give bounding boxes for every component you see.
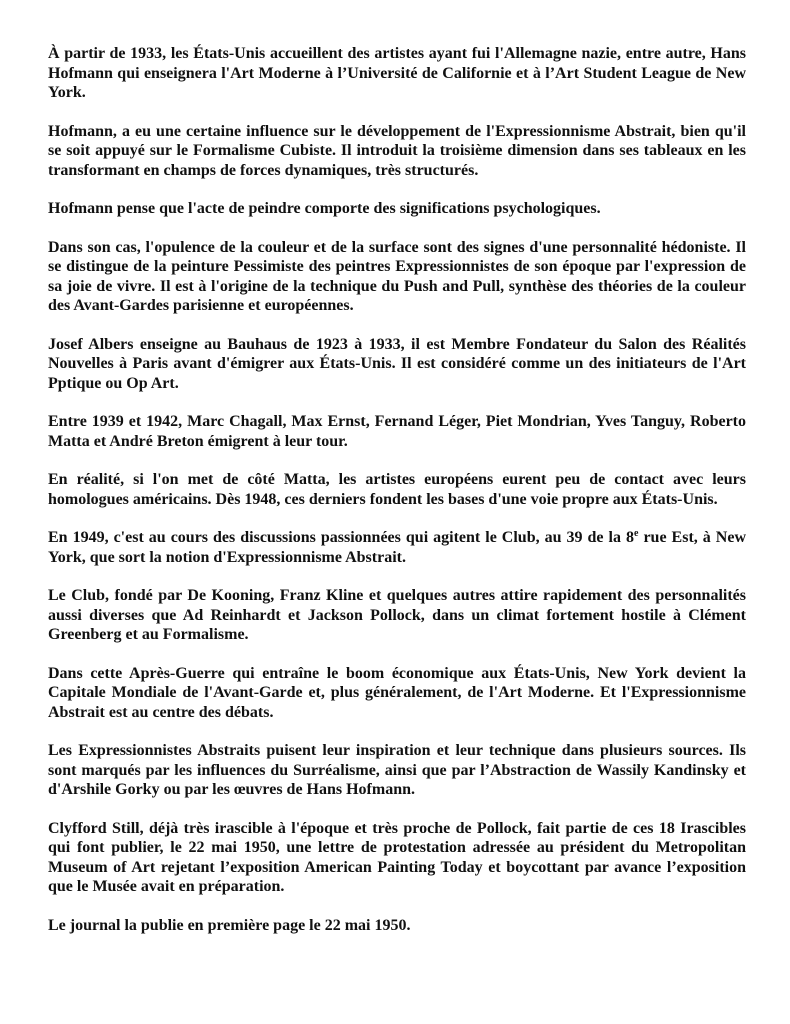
paragraph-7: En réalité, si l'on met de côté Matta, les artistes européens eurent peu de contact avec leurs homologues américains. Dès 1948, ces derniers fondent les bases d'une voie propre aux États-Unis. (48, 471, 746, 508)
paragraph-8-text-before: En 1949, c'est au cours des discussions passionnées qui agitent le Club, au 39 de la 8 (48, 529, 634, 546)
document-page (48, 44, 746, 935)
paragraph-12: Clyfford Still, déjà très irascible à l'époque et très proche de Pollock, fait partie de ces 18 Irascibles qui font publier, le 22 mai 1950, une lettre de protestation adressée au président du Metropolitan Museum of Art rejetant l’exposition American Painting Today et boycottant par avance l’exposition que le Musée avait en préparation. (48, 819, 746, 895)
paragraph-8 (48, 528, 746, 567)
ordinal-superscript: e (633, 528, 639, 539)
paragraph-10: Dans cette Après-Guerre qui entraîne le boom économique aux États-Unis, New York devient la Capitale Mondiale de l'Avant-Garde et, plus généralement, de l'Art Moderne. Et l'Expressionnisme Abstrait est au centre des débats. (48, 664, 746, 721)
paragraph-13: Le journal la publie en première page le 22 mai 1950. (48, 916, 411, 934)
paragraph-11: Les Expressionnistes Abstraits puisent leur inspiration et leur technique dans plusieurs sources. Ils sont marqués par les influences du Surréalisme, ainsi que par l’Abstraction de Wassily Kandinsky et d'Arshile Gorky ou par les œuvres de Hans Hofmann. (48, 742, 746, 798)
paragraph-2: Hofmann, a eu une certaine influence sur le développement de l'Expressionnisme Abstrait, bien qu'il se soit appuyé sur le Formalisme Cubiste. Il introduit la troisième dimension dans ses tableaux en les transformant en champs de forces dynamiques, très structurés. (48, 122, 746, 179)
paragraph-8-text-after: rue Est, à New York, que sort la notion d'Expressionnisme Abstrait. (48, 529, 747, 566)
paragraph-9: Le Club, fondé par De Kooning, Franz Kline et quelques autres attire rapidement des personnalités aussi diverses que Ad Reinhardt et Jackson Pollock, dans un climat fortement hostile à Clément Greenberg et au Formalisme. (48, 587, 746, 643)
paragraph-5: Josef Albers enseigne au Bauhaus de 1923 à 1933, il est Membre Fondateur du Salon des Réalités Nouvelles à Paris avant d'émigrer aux États-Unis. Il est considéré comme un des initiateurs de l'Art Pptique ou Op Art. (48, 335, 746, 392)
paragraph-3: Hofmann pense que l'acte de peindre comporte des significations psychologiques. (48, 200, 601, 217)
paragraph-4: Dans son cas, l'opulence de la couleur et de la surface sont des signes d'une personnalité hédoniste. Il se distingue de la peinture Pessimiste des peintres Expressionnistes de son époque par l'expression de sa joie de vivre. Il est à l'origine de la technique du Push and Pull, synthèse des théories de la couleur des Avant-Gardes parisienne et européennes. (48, 238, 746, 314)
paragraph-6: Entre 1939 et 1942, Marc Chagall, Max Ernst, Fernand Léger, Piet Mondrian, Yves Tanguy, Roberto Matta et André Breton émigrent à leur tour. (48, 413, 746, 450)
paragraph-1: À partir de 1933, les États-Unis accueillent des artistes ayant fui l'Allemagne nazie, entre autre, Hans Hofmann qui enseignera l'Art Moderne à l’Université de Californie et à l’Art Student League de New York. (48, 45, 746, 101)
